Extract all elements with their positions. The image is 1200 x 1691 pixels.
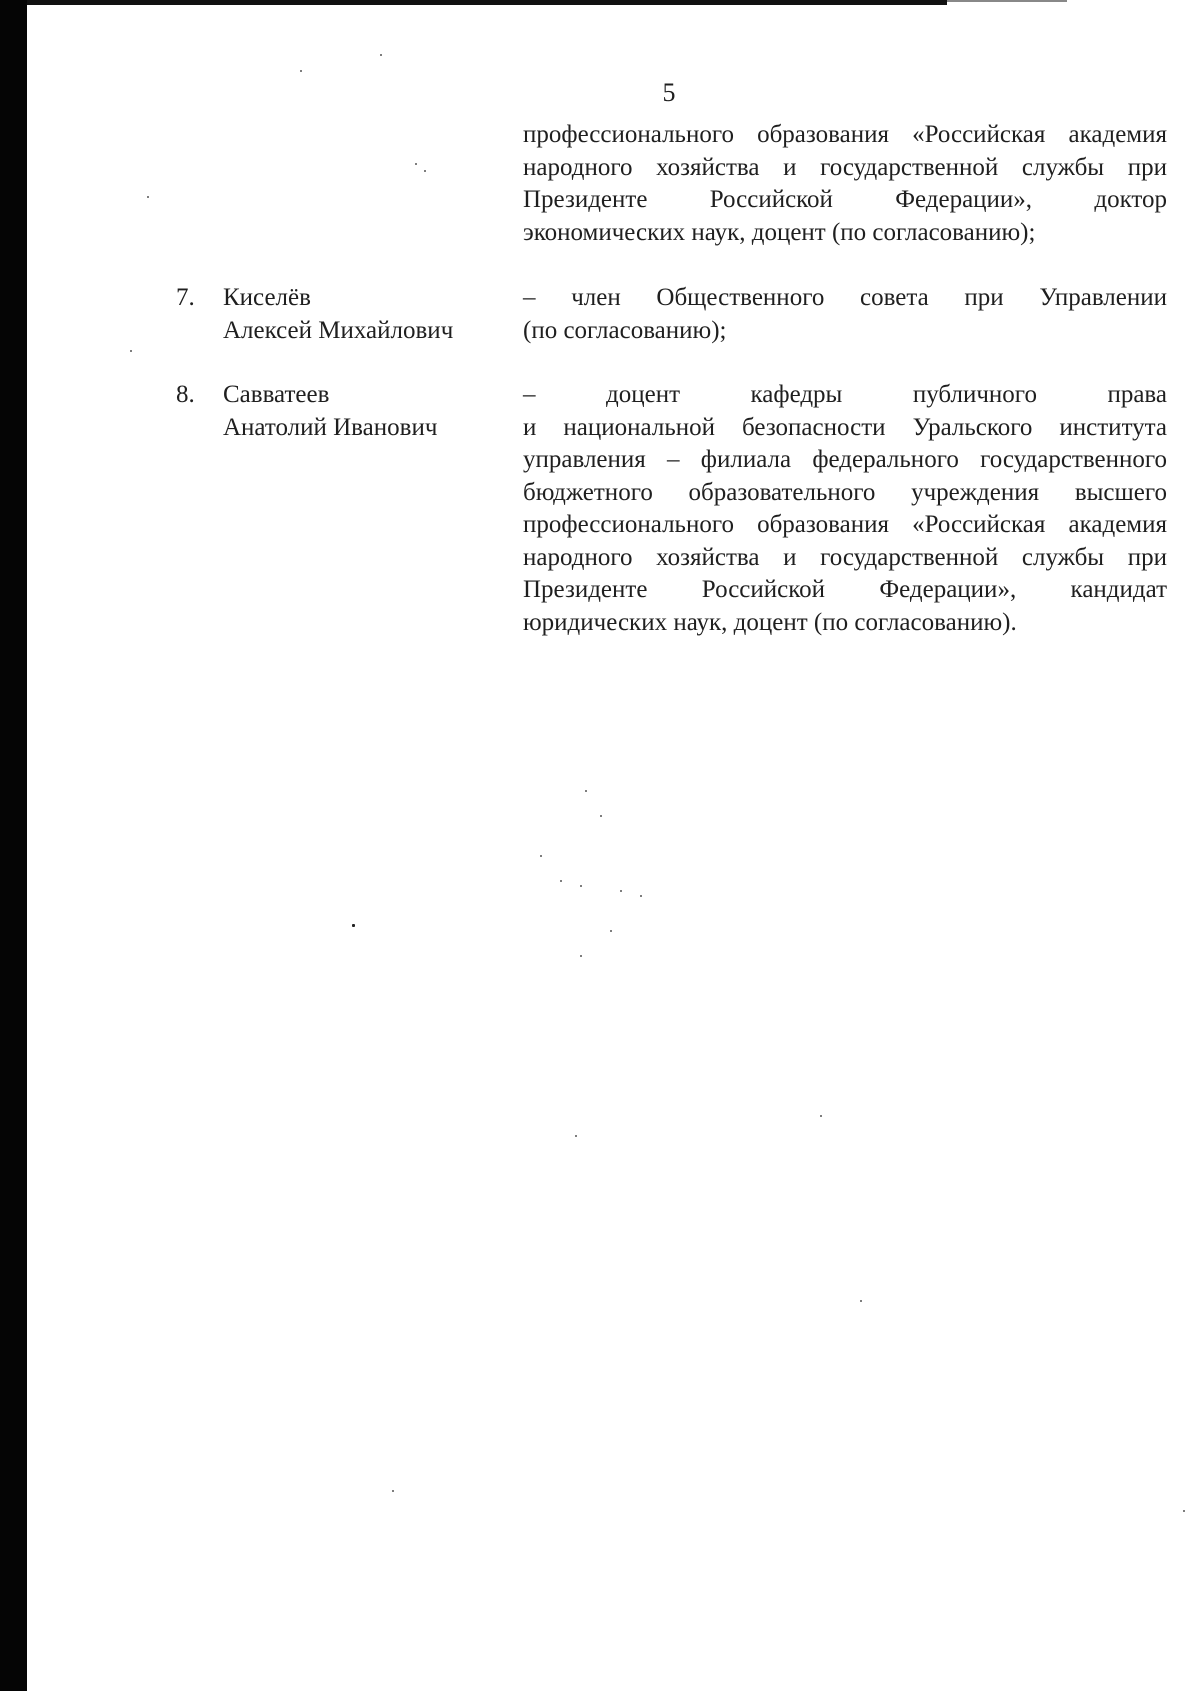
description-line: – доцент кафедры публичного права [523, 381, 1167, 408]
continuation-line: экономических наук, доцент (по согласованию); [523, 218, 1036, 246]
scan-speck [392, 1490, 394, 1492]
description-line: управления – филиала федерального государственного [523, 446, 1167, 473]
member-surname: Киселёв [223, 284, 311, 311]
description-line: Президенте Российской Федерации», кандидат [523, 576, 1167, 603]
page-number: 5 [662, 78, 676, 107]
scan-speck [130, 350, 132, 352]
scan-speck [560, 880, 562, 882]
scan-speck [424, 170, 426, 172]
description-line: народного хозяйства и государственной службы при [523, 543, 1167, 571]
continuation-line: профессионального образования «Российская академия [523, 121, 1167, 148]
description-line: и национальной безопасности Уральского института [523, 413, 1167, 441]
scan-border-top-fade [947, 0, 1067, 2]
scan-speck [585, 790, 587, 792]
scan-speck [147, 196, 149, 198]
scan-border-left [0, 0, 27, 1691]
member-name [223, 379, 503, 444]
scan-speck [580, 885, 582, 887]
scan-speck [300, 70, 302, 72]
scan-speck [575, 1135, 577, 1137]
continuation-line: Президенте Российской Федерации», доктор [523, 186, 1167, 213]
scan-speck [380, 54, 382, 56]
member-description [523, 379, 1167, 639]
description-line: – член Общественного совета при Управлении [523, 284, 1167, 311]
continuation-line: народного хозяйства и государственной службы при [523, 153, 1167, 181]
scan-speck [352, 924, 355, 927]
scan-speck [640, 895, 642, 897]
scan-speck [600, 815, 602, 817]
scan-speck [415, 163, 417, 165]
description-line: юридических наук, доцент (по согласованию). [523, 608, 1017, 636]
scan-border-top [27, 0, 947, 5]
member-given-names: Анатолий Иванович [223, 413, 438, 441]
member-name [223, 282, 503, 347]
scan-speck [540, 855, 542, 857]
member-description [523, 282, 1167, 347]
scan-speck [580, 955, 582, 957]
scan-speck [610, 930, 612, 932]
member-given-names: Алексей Михайлович [223, 316, 454, 344]
member-number: 8. [176, 381, 195, 408]
scan-speck [620, 890, 622, 892]
scan-speck [860, 1300, 862, 1302]
member-number: 7. [176, 284, 195, 311]
member-surname: Савватеев [223, 381, 330, 408]
scan-speck [1183, 1510, 1185, 1512]
scan-speck [820, 1115, 822, 1117]
description-line: бюджетного образовательного учреждения высшего [523, 478, 1167, 506]
continuation-paragraph [523, 119, 1167, 249]
description-line: (по согласованию); [523, 316, 727, 344]
description-line: профессионального образования «Российская академия [523, 511, 1167, 538]
